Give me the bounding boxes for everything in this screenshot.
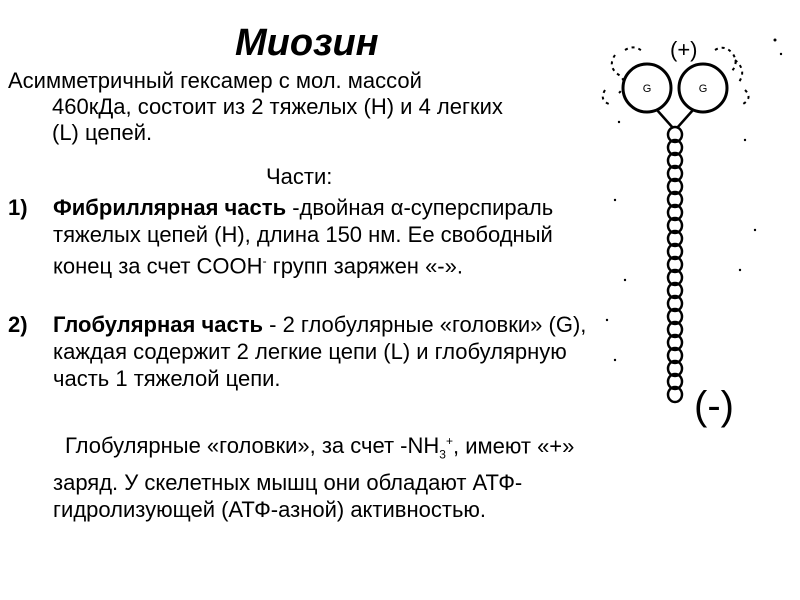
item-superscript: - — [262, 254, 267, 268]
intro-line-2: 460кДа, состоит из 2 тяжелых (H) и 4 легких — [52, 94, 503, 119]
head-left-label: G — [642, 83, 652, 95]
intro-line-1: Асимметричный гексамер с мол. массой — [8, 68, 422, 93]
item-heading: Фибриллярная часть — [53, 195, 287, 220]
item-text: - 2 глобулярные «головки» (G), каждая содержит 2 легкие цепи (L) и глобулярную часть 1 тяжелой цепи. — [53, 312, 587, 391]
minus-charge-label: (-) — [694, 384, 734, 428]
parts-label: Части: — [266, 164, 333, 189]
final-subscript: 3 — [439, 447, 446, 462]
neck — [657, 110, 693, 128]
myosin-diagram — [595, 30, 795, 470]
final-text: Глобулярные «головки», за счет -NH — [65, 433, 440, 459]
item-heading: Глобулярная часть — [53, 312, 264, 337]
item-body — [53, 194, 608, 279]
globular-heads — [623, 64, 727, 112]
list-item-globular — [8, 311, 608, 392]
slide-title: Миозин — [235, 22, 379, 64]
item-number: 1) — [8, 195, 28, 220]
item-number: 2) — [8, 312, 28, 337]
item-body — [53, 311, 608, 392]
item-text: -двойная α-суперспираль тяжелых цепей (H), длина 150 нм. Ее свободный конец за счет COOH — [53, 195, 554, 279]
intro-paragraph — [8, 68, 608, 146]
list-item-fibrillar — [8, 194, 608, 279]
coiled-coil-tail — [668, 127, 682, 402]
item-text-end: групп заряжен «-». — [266, 253, 463, 279]
plus-charge-label: (+) — [670, 37, 698, 62]
final-paragraph — [53, 428, 613, 523]
head-right-label: G — [698, 83, 708, 95]
intro-line-3: (L) цепей. — [52, 120, 153, 145]
final-superscript: + — [445, 434, 453, 448]
final-text-end: , имеют «+» заряд. У скелетных мышц они обладают АТФ-гидролизующей (АТФ-азной) активностью. — [53, 433, 575, 522]
